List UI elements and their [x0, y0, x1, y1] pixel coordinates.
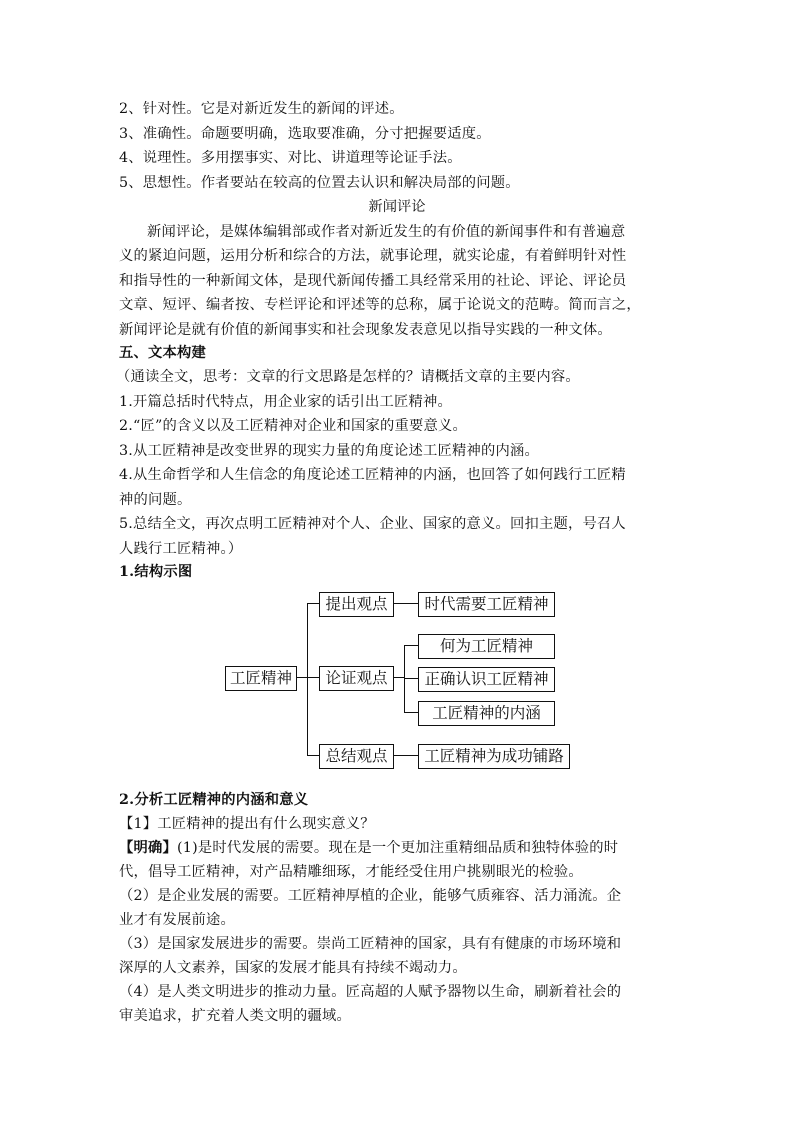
leaf-success-path: 工匠精神为成功铺路 — [418, 744, 570, 769]
outline-item-cont: 人践行工匠精神。） — [119, 541, 243, 557]
branch-conclude: 总结观点 — [319, 744, 394, 769]
leaf-era-need: 时代需要工匠精神 — [418, 592, 555, 617]
outline-item: 2.“匠”的含义以及工匠精神对企业和国家的重要意义。 — [119, 418, 467, 434]
news-para-line: 文章、短评、编者按、专栏评论和评述等的总称，属于论说文的范畴。简而言之， — [119, 297, 641, 313]
news-commentary-title: 新闻评论 — [368, 199, 426, 215]
feature-reasoning: 4、说理性。多用摆事实、对比、讲道理等论证手法。 — [119, 150, 462, 166]
leaf-correct-understanding: 正确认识工匠精神 — [418, 667, 555, 692]
connector — [307, 603, 308, 756]
section-instruction: （通读全文，思考：文章的行文思路是怎样的？请概括文章的主要内容。 — [116, 369, 580, 385]
news-para-line: 新闻评论是就有价值的新闻事实和社会现象发表意见以指导实践的一种文体。 — [119, 322, 612, 338]
answer-label: 【明确】 — [119, 840, 177, 856]
leaf-connotation: 工匠精神的内涵 — [418, 701, 555, 726]
connector — [307, 677, 319, 678]
news-para-line: 新闻评论，是媒体编辑部或作者对新近发生的有价值的新闻事件和有普遍意 — [147, 224, 626, 240]
answer-line: （2）是企业发展的需要。工匠精神厚植的企业，能够气质雍容、活力涌流。企 — [119, 888, 622, 904]
outline-item-cont: 神的问题。 — [119, 492, 192, 508]
outline-item: 4.从生命哲学和人生信念的角度论述工匠精神的内涵，也回答了如何践行工匠精 — [119, 467, 626, 483]
outline-item: 3.从工匠精神是改变世界的现实力量的角度论述工匠精神的内涵。 — [119, 443, 539, 459]
connector — [307, 755, 319, 756]
connector — [393, 603, 418, 604]
connector — [307, 603, 319, 604]
branch-propose: 提出观点 — [319, 592, 394, 617]
outline-item: 1.开篇总括时代特点，用企业家的话引出工匠精神。 — [119, 394, 452, 410]
diagram-title: 1.结构示图 — [119, 564, 193, 580]
answer-line: 代，倡导工匠精神，对产品精雕细琢，才能经受住用户挑剔眼光的检验。 — [119, 864, 583, 880]
connector — [404, 645, 418, 646]
root-node: 工匠精神 — [225, 666, 297, 691]
answer-line: （4）是人类文明进步的推动力量。匠高超的人赋予器物以生命，刷新着社会的 — [119, 984, 622, 1000]
feature-accuracy: 3、准确性。命题要明确，选取要准确，分寸把握要适度。 — [119, 126, 491, 142]
analysis-heading: 2.分析工匠精神的内涵和意义 — [119, 792, 309, 808]
feature-targeted: 2、针对性。它是对新近发生的新闻的评述。 — [119, 101, 404, 117]
feature-ideological: 5、思想性。作者要站在较高的位置去认识和解决局部的问题。 — [119, 175, 520, 191]
answer-line: 业才有发展前途。 — [119, 912, 235, 928]
answer-line: 审美追求，扩充着人类文明的疆域。 — [119, 1008, 351, 1024]
section-heading: 五、文本构建 — [119, 345, 206, 361]
news-para-line: 和指导性的一种新闻文体，是现代新闻传播工具经常采用的社论、评论、评论员 — [119, 273, 627, 289]
answer-line: （3）是国家发展进步的需要。崇尚工匠精神的国家，具有有健康的市场环境和 — [119, 936, 622, 952]
question-1: 【1】工匠精神的提出有什么现实意义？ — [119, 816, 375, 832]
branch-argue: 论证观点 — [319, 666, 394, 691]
connector — [404, 712, 418, 713]
connector — [393, 755, 418, 756]
connector — [404, 678, 418, 679]
outline-item: 5.总结全文，再次点明工匠精神对个人、企业、国家的意义。回扣主题，号召人 — [119, 516, 626, 532]
news-para-line: 义的紧迫问题，运用分析和综合的方法，就事论理，就实论虚，有着鲜明针对性 — [119, 248, 627, 264]
answer-line: 深厚的人文素养，国家的发展才能具有持续不竭动力。 — [119, 960, 467, 976]
answer-line — [119, 836, 618, 861]
answer-text: (1)是时代发展的需要。现在是一个更加注重精细品质和独特体验的时 — [177, 840, 619, 856]
leaf-what-is: 何为工匠精神 — [418, 634, 555, 659]
